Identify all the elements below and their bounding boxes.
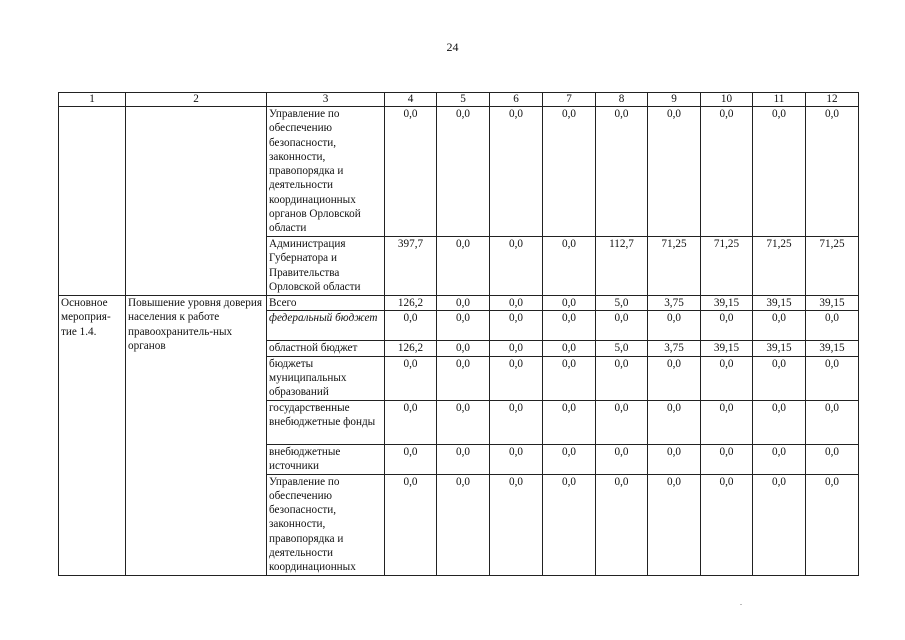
value-cell: 0,0 [543, 296, 596, 311]
value-cell: 39,15 [701, 296, 753, 311]
value-cell: 0,0 [437, 444, 490, 474]
value-cell: 0,0 [753, 356, 806, 400]
value-cell: 0,0 [753, 107, 806, 237]
value-cell: 71,25 [648, 237, 701, 296]
value-cell: 71,25 [701, 237, 753, 296]
value-cell: 0,0 [753, 400, 806, 444]
value-cell: 39,15 [753, 296, 806, 311]
value-cell: 0,0 [490, 474, 543, 575]
scan-speck [740, 604, 742, 605]
page-number: 24 [446, 40, 459, 54]
column-header: 4 [385, 93, 437, 107]
value-cell: 0,0 [437, 356, 490, 400]
value-cell: 0,0 [490, 444, 543, 474]
value-cell: 0,0 [490, 107, 543, 237]
funding-source-cell: государственные внебюджетные фонды [267, 400, 385, 444]
value-cell: 126,2 [385, 341, 437, 356]
funding-source-cell: бюджеты муниципальных образований [267, 356, 385, 400]
column-header: 7 [543, 93, 596, 107]
value-cell: 0,0 [753, 311, 806, 341]
funding-source-cell: Управление по обеспечению безопасности, законности, правопорядка и деятельности координационных органов Орловской области [267, 107, 385, 237]
value-cell: 0,0 [753, 474, 806, 575]
value-cell: 0,0 [596, 356, 648, 400]
value-cell: 0,0 [543, 400, 596, 444]
table-row [59, 107, 859, 237]
value-cell: 397,7 [385, 237, 437, 296]
value-cell: 39,15 [806, 341, 859, 356]
funding-source-cell: Всего [267, 296, 385, 311]
value-cell: 0,0 [701, 444, 753, 474]
event-code-cell: Основное мероприя-тие 1.4. [59, 296, 126, 576]
funding-source-cell: Управление по обеспечению безопасности, законности, правопорядка и деятельности координационных [267, 474, 385, 575]
value-cell: 0,0 [701, 107, 753, 237]
column-header: 10 [701, 93, 753, 107]
column-header: 11 [753, 93, 806, 107]
value-cell: 5,0 [596, 341, 648, 356]
value-cell: 0,0 [596, 474, 648, 575]
value-cell: 0,0 [701, 474, 753, 575]
column-header: 6 [490, 93, 543, 107]
value-cell: 112,7 [596, 237, 648, 296]
value-cell: 0,0 [437, 400, 490, 444]
value-cell: 0,0 [806, 311, 859, 341]
column-header: 8 [596, 93, 648, 107]
funding-source-cell: федеральный бюджет [267, 311, 385, 341]
value-cell: 0,0 [648, 444, 701, 474]
value-cell: 0,0 [806, 107, 859, 237]
value-cell: 0,0 [543, 474, 596, 575]
value-cell: 0,0 [806, 444, 859, 474]
column-header: 9 [648, 93, 701, 107]
value-cell: 0,0 [596, 400, 648, 444]
column-header: 1 [59, 93, 126, 107]
value-cell: 0,0 [543, 341, 596, 356]
value-cell: 0,0 [490, 400, 543, 444]
value-cell: 0,0 [385, 311, 437, 341]
value-cell: 0,0 [648, 311, 701, 341]
value-cell: 0,0 [596, 107, 648, 237]
value-cell: 0,0 [437, 474, 490, 575]
value-cell: 5,0 [596, 296, 648, 311]
column-header: 12 [806, 93, 859, 107]
value-cell: 0,0 [648, 400, 701, 444]
value-cell: 0,0 [543, 444, 596, 474]
column-number-row [59, 93, 859, 107]
value-cell: 0,0 [543, 311, 596, 341]
value-cell: 0,0 [543, 356, 596, 400]
column-header: 3 [267, 93, 385, 107]
value-cell: 0,0 [701, 311, 753, 341]
column-header: 5 [437, 93, 490, 107]
value-cell: 0,0 [385, 107, 437, 237]
column-header: 2 [126, 93, 267, 107]
value-cell: 126,2 [385, 296, 437, 311]
value-cell: 71,25 [806, 237, 859, 296]
value-cell: 0,0 [596, 444, 648, 474]
value-cell: 0,0 [490, 296, 543, 311]
value-cell: 0,0 [437, 311, 490, 341]
value-cell: 0,0 [490, 341, 543, 356]
value-cell: 0,0 [701, 356, 753, 400]
value-cell: 0,0 [648, 356, 701, 400]
value-cell: 39,15 [806, 296, 859, 311]
event-title-cell: Повышение уровня доверия населения к работе правоохранитель-ных органов [126, 296, 267, 576]
value-cell: 39,15 [701, 341, 753, 356]
value-cell: 0,0 [385, 356, 437, 400]
value-cell: 71,25 [753, 237, 806, 296]
value-cell: 0,0 [437, 296, 490, 311]
value-cell: 0,0 [437, 341, 490, 356]
value-cell: 0,0 [490, 356, 543, 400]
value-cell: 0,0 [648, 474, 701, 575]
value-cell: 0,0 [701, 400, 753, 444]
value-cell: 0,0 [437, 107, 490, 237]
value-cell: 0,0 [543, 107, 596, 237]
funding-source-cell: внебюджетные источники [267, 444, 385, 474]
budget-table [58, 92, 859, 576]
title-cell [126, 107, 267, 296]
code-cell [59, 107, 126, 296]
value-cell: 0,0 [385, 400, 437, 444]
value-cell: 0,0 [596, 311, 648, 341]
value-cell: 3,75 [648, 296, 701, 311]
value-cell: 3,75 [648, 341, 701, 356]
value-cell: 0,0 [385, 474, 437, 575]
table-row [59, 296, 859, 311]
value-cell: 0,0 [753, 444, 806, 474]
value-cell: 0,0 [385, 444, 437, 474]
value-cell: 0,0 [806, 474, 859, 575]
value-cell: 0,0 [543, 237, 596, 296]
value-cell: 0,0 [806, 400, 859, 444]
value-cell: 39,15 [753, 341, 806, 356]
value-cell: 0,0 [490, 237, 543, 296]
value-cell: 0,0 [437, 237, 490, 296]
value-cell: 0,0 [490, 311, 543, 341]
value-cell: 0,0 [806, 356, 859, 400]
funding-source-cell: областной бюджет [267, 341, 385, 356]
value-cell: 0,0 [648, 107, 701, 237]
funding-source-cell: Администрация Губернатора и Правительства Орловской области [267, 237, 385, 296]
